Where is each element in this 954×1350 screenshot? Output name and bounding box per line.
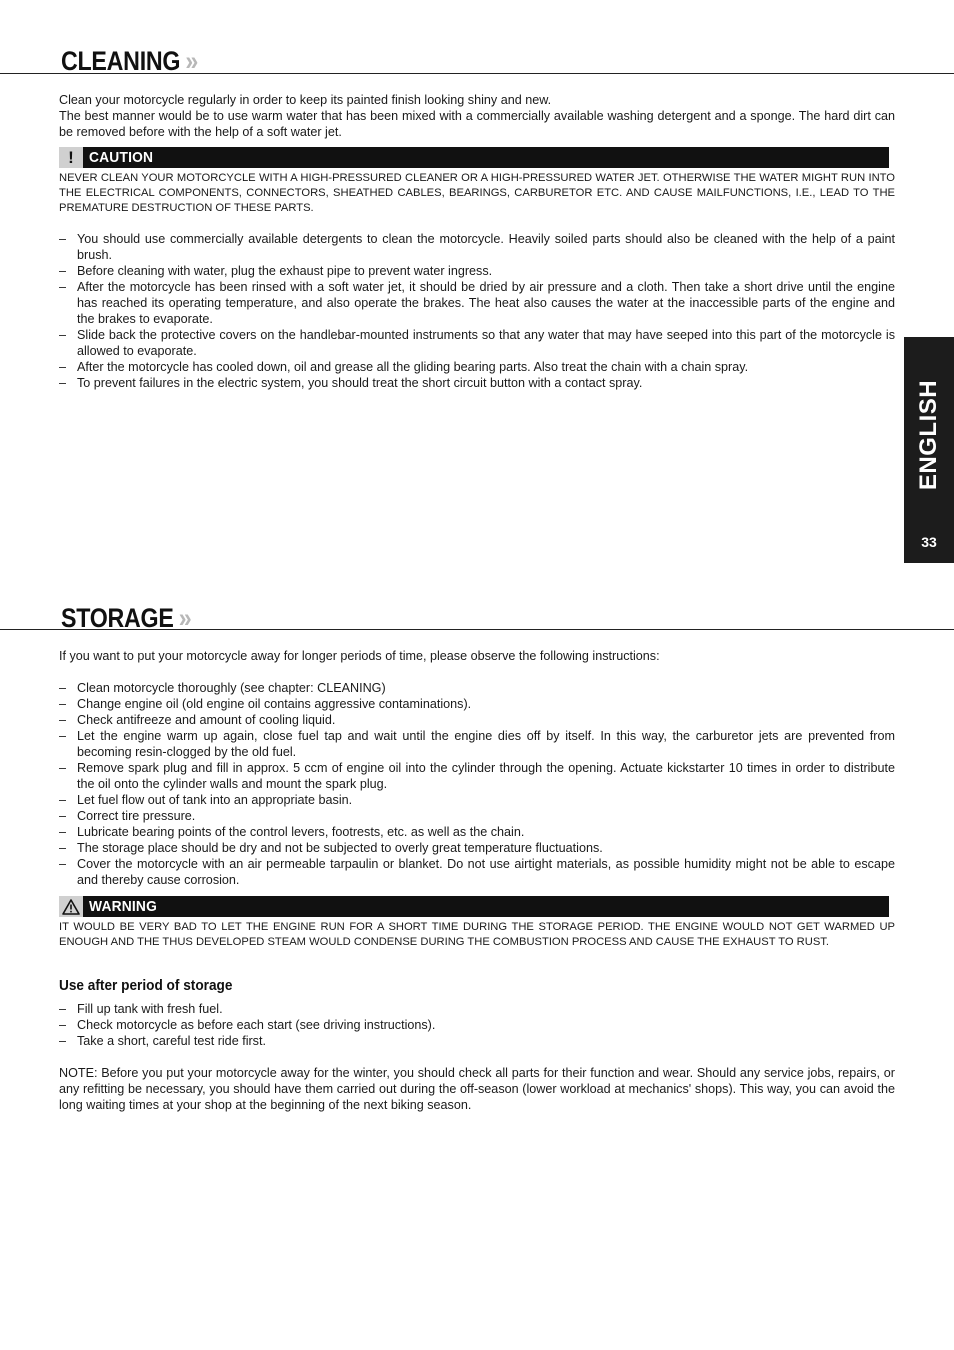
exclamation-icon: ! [59, 147, 83, 168]
list-item: – Take a short, careful test ride first. [59, 1033, 895, 1049]
list-item: – Lubricate bearing points of the control levers, footrests, etc. as well as the chain. [59, 824, 895, 840]
list-item: – The storage place should be dry and not be subjected to overly great temperature fluctuations. [59, 840, 895, 856]
list-item: – Let fuel flow out of tank into an appropriate basin. [59, 792, 895, 808]
storage-title: STORAGE [61, 603, 174, 633]
list-item: – Clean motorcycle thoroughly (see chapter: CLEANING) [59, 680, 895, 696]
list-item: – Correct tire pressure. [59, 808, 895, 824]
list-item: – Cover the motorcycle with an air permeable tarpaulin or blanket. Do not use airtight materials, as possible humidity might not be able to escape and thereby cause corrosion. [59, 856, 895, 888]
warning-bar [59, 896, 889, 917]
storage-rule [0, 629, 954, 630]
storage-intro: If you want to put your motorcycle away for longer periods of time, please observe the following instructions: [59, 649, 660, 663]
language-label: ENGLISH [915, 379, 942, 491]
storage-note: NOTE: Before you put your motorcycle away for the winter, you should check all parts for their function and wear. Should any service jobs, repairs, or any refitting be necessary, you should have them carried out during the off-season (lower workload at mechanics' shops). This way, you can avoid the long waiting times at your shop at the beginning of the next biking season. [59, 1066, 895, 1112]
list-item: – Change engine oil (old engine oil contains aggressive contaminations). [59, 696, 895, 712]
list-item: – Remove spark plug and fill in approx. 5 ccm of engine oil into the cylinder through the opening. Actuate kickstarter 10 times in order to distribute the oil onto the cylinder walls and mount the spark plug. [59, 760, 895, 792]
cleaning-heading [61, 48, 198, 75]
cleaning-title: CLEANING [61, 46, 181, 76]
warning-triangle-icon [59, 896, 83, 917]
chevron-icon: » [185, 46, 199, 76]
warning-text: IT WOULD BE VERY BAD TO LET THE ENGINE RUN FOR A SHORT TIME DURING THE STORAGE PERIOD. THE ENGINE WOULD NOT GET WARMED UP ENOUGH AND THE THUS DEVELOPED STEAM WOULD CONDENSE DURING THE COMBUSTION PROCESS AND CAUSE THE EXHAUST TO RUST. [59, 921, 895, 948]
cleaning-rule [0, 73, 954, 74]
list-item: – To prevent failures in the electric system, you should treat the short circuit button with a contact spray. [59, 375, 895, 391]
list-item: – Check antifreeze and amount of cooling liquid. [59, 712, 895, 728]
cleaning-intro-line-2: The best manner would be to use warm water that has been mixed with a commercially available washing detergent and a sponge. The hard dirt can be removed before with the help of a soft water jet. [59, 109, 895, 139]
list-item: – Check motorcycle as before each start (see driving instructions). [59, 1017, 895, 1033]
cleaning-list [59, 231, 895, 391]
list-item: – After the motorcycle has been rinsed with a soft water jet, it should be dried by air pressure and a cloth. Then take a short drive until the engine has reached its operating temperature, and also operate the brakes. The heat also causes the water at the inaccessible parts of the engine and the brakes to evaporate. [59, 279, 895, 327]
list-item: – Slide back the protective covers on the handlebar-mounted instruments so that any water that may have seeped into this part of the motorcycle is allowed to evaporate. [59, 327, 895, 359]
page-number: 33 [921, 534, 937, 550]
chevron-icon: » [178, 603, 192, 633]
cleaning-intro [59, 92, 895, 140]
list-item: – You should use commercially available detergents to clean the motorcycle. Heavily soiled parts should also be cleaned with the help of a paint brush. [59, 231, 895, 263]
after-storage-list [59, 1001, 895, 1049]
caution-bar [59, 147, 889, 168]
list-item: – Fill up tank with fresh fuel. [59, 1001, 895, 1017]
language-tab [904, 337, 954, 563]
cleaning-intro-line-1: Clean your motorcycle regularly in order to keep its painted finish looking shiny and new. [59, 93, 552, 107]
storage-heading [61, 605, 191, 632]
caution-label: CAUTION [89, 149, 154, 166]
warning-label: WARNING [89, 898, 157, 915]
list-item: – Let the engine warm up again, close fuel tap and wait until the engine dies off by itself. In this way, the carburetor jets are prevented from becoming resin-clogged by the old fuel. [59, 728, 895, 760]
after-storage-heading: Use after period of storage [59, 978, 233, 994]
list-item: – After the motorcycle has cooled down, oil and grease all the gliding bearing parts. Also treat the chain with a chain spray. [59, 359, 895, 375]
storage-list [59, 680, 895, 888]
caution-text: NEVER CLEAN YOUR MOTORCYCLE WITH A HIGH-PRESSURED CLEANER OR A HIGH-PRESSURED WATER JET. OTHERWISE THE WATER MIGHT RUN INTO THE ELECTRICAL COMPONENTS, CONNECTORS, SHEATHED CABLES, BEARINGS, CARBURETOR ETC. AND CAUSE MAILFUNCTIONS, I.E., LEAD TO THE PREMATURE DESTRUCTION OF THESE PARTS. [59, 172, 895, 214]
list-item: – Before cleaning with water, plug the exhaust pipe to prevent water ingress. [59, 263, 895, 279]
